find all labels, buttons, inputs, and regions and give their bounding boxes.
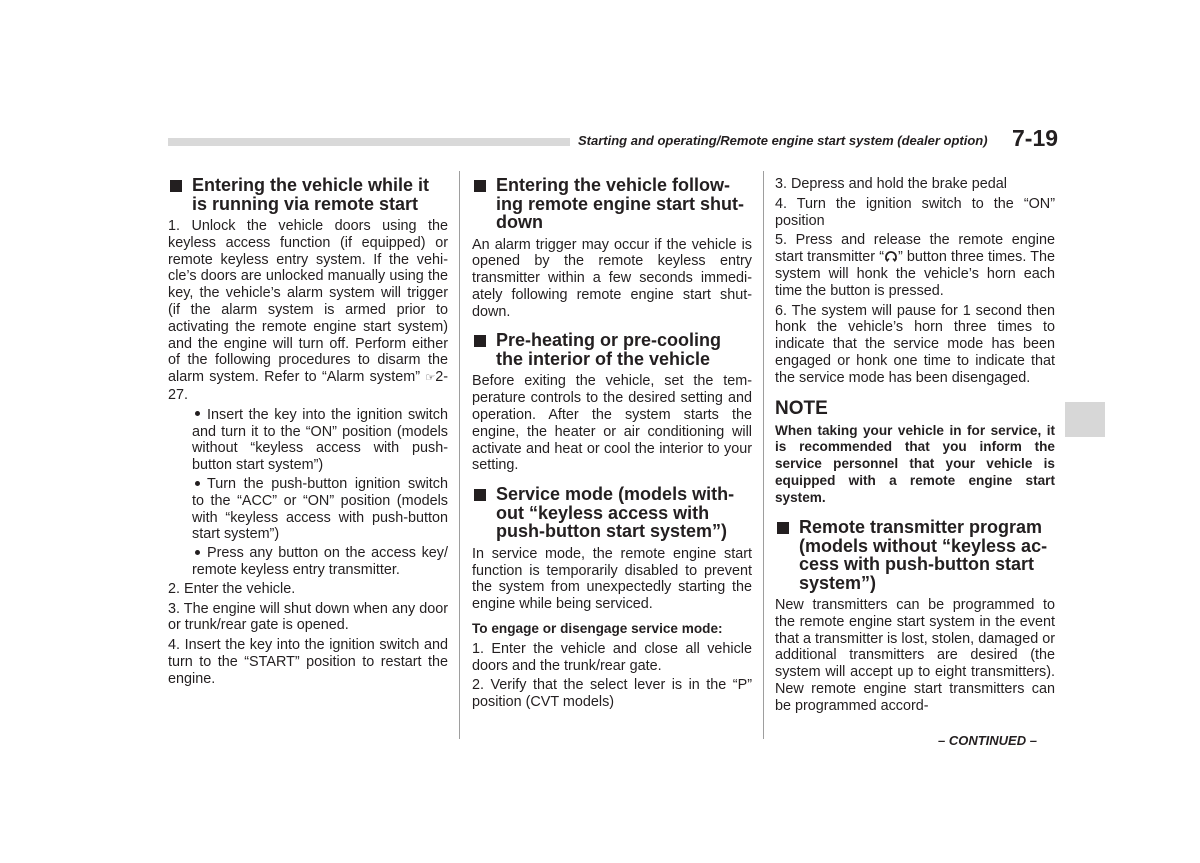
step-item: 6. The system will pause for 1 second then honk the vehicle’s horn three times to indicate that the service mode has been engaged or honk one time to indicate that the service mode has been disengaged. xyxy=(775,302,1055,386)
step-item: 3. The engine will shut down when any door or trunk/rear gate is opened. xyxy=(168,600,448,634)
list-item: Insert the key into the ignition switch and turn it to the “ON” position (models without “keyless access with push-button start system”) xyxy=(192,406,448,474)
subheading: To engage or disengage service mode: xyxy=(472,620,723,636)
section-heading: Service mode (models with-out “keyless access with push-button start system”) xyxy=(472,485,752,541)
paragraph: Before exiting the vehicle, set the tem-perature controls to the desired setting and operation. After the system starts the engine, the heater or air conditioning will activate and heat or cool the interior to your setting. xyxy=(472,373,752,474)
step-item: 2. Verify that the select lever is in the “P” position (CVT models) xyxy=(472,677,752,711)
step-item: 1. Enter the vehicle and close all vehicle doors and the trunk/rear gate. xyxy=(472,640,752,674)
section-heading: Entering the vehicle while it is running via remote start xyxy=(168,176,448,213)
bullet-icon xyxy=(195,550,200,555)
heading-square-icon xyxy=(474,489,486,501)
column-divider xyxy=(763,171,764,739)
continued-label: – CONTINUED – xyxy=(938,733,1037,748)
list-item: Press any button on the access key/ remote keyless entry transmitter. xyxy=(192,545,448,578)
paragraph: New transmitters can be programmed to the remote engine start system in the event that a transmitter is lost, stolen, damaged or additional transmitters are desired (the system will accept up to eight transmitters). New remote engine start transmitters can be programmed accord- xyxy=(775,597,1055,714)
step-item: 5. Press and release the remote engine start transmitter “ ” button three times. The system will honk the vehicle’s horn each time the button is pressed. xyxy=(775,232,1056,299)
step-item: 3. Depress and hold the brake pedal xyxy=(775,176,1008,192)
step-item: 4. Insert the key into the ignition switch and turn to the “START” position to restart the engine. xyxy=(168,637,448,687)
heading-square-icon xyxy=(777,522,789,534)
paragraph: An alarm trigger may occur if the vehicle is opened by the remote keyless entry transmitter within a few seconds immedi-ately following remote engine start shut-down. xyxy=(472,236,752,320)
step-item: 4. Turn the ignition switch to the “ON” position xyxy=(775,195,1055,229)
column-2 xyxy=(472,176,752,713)
step-item: 2. Enter the vehicle. xyxy=(168,580,296,597)
paragraph: In service mode, the remote engine start function is temporarily disabled to prevent the system from unexpectedly starting the engine while being serviced. xyxy=(472,545,752,613)
column-3 xyxy=(775,176,1055,717)
heading-square-icon xyxy=(170,180,182,192)
section-heading: Entering the vehicle follow-ing remote engine start shut-down xyxy=(472,176,752,232)
page-number: 7-19 xyxy=(1012,125,1059,151)
section-heading: Pre-heating or pre-cooling the interior of the vehicle xyxy=(472,331,752,368)
remote-start-icon xyxy=(884,251,898,262)
chapter-tab xyxy=(1065,402,1105,437)
section-title: Starting and operating/Remote engine start system (dealer option) xyxy=(578,133,988,148)
page-reference-icon: ☞ xyxy=(425,372,436,385)
column-1 xyxy=(168,176,448,690)
list-item: Turn the push-button ignition switch to the “ACC” or “ON” position (models with “keyless access with push-button start system”) xyxy=(192,475,448,543)
header-rule xyxy=(168,138,570,146)
column-divider xyxy=(459,171,460,739)
paragraph: 1. Unlock the vehicle doors using the keyless access function (if equipped) or remote keyless entry system. If the vehi-cle’s doors are unlocked manually using the key, the vehicle’s alarm system will trigger (if the alarm system is armed prior to activating the remote engine start system) and the engine will turn off. Perform either of the following procedures to disarm the alarm system. Refer to “Alarm system” ☞2-27. xyxy=(168,218,448,403)
section-heading: Remote transmitter program (models without “keyless ac-cess with push-button start system”) xyxy=(775,518,1055,592)
note-heading: NOTE xyxy=(775,397,828,419)
note-text: When taking your vehicle in for service, it is recommended that you inform the service personnel that your vehicle is equipped with a remote engine start system. xyxy=(775,422,1055,506)
heading-square-icon xyxy=(474,335,486,347)
bullet-icon xyxy=(195,411,200,416)
bullet-icon xyxy=(195,481,200,486)
heading-square-icon xyxy=(474,180,486,192)
